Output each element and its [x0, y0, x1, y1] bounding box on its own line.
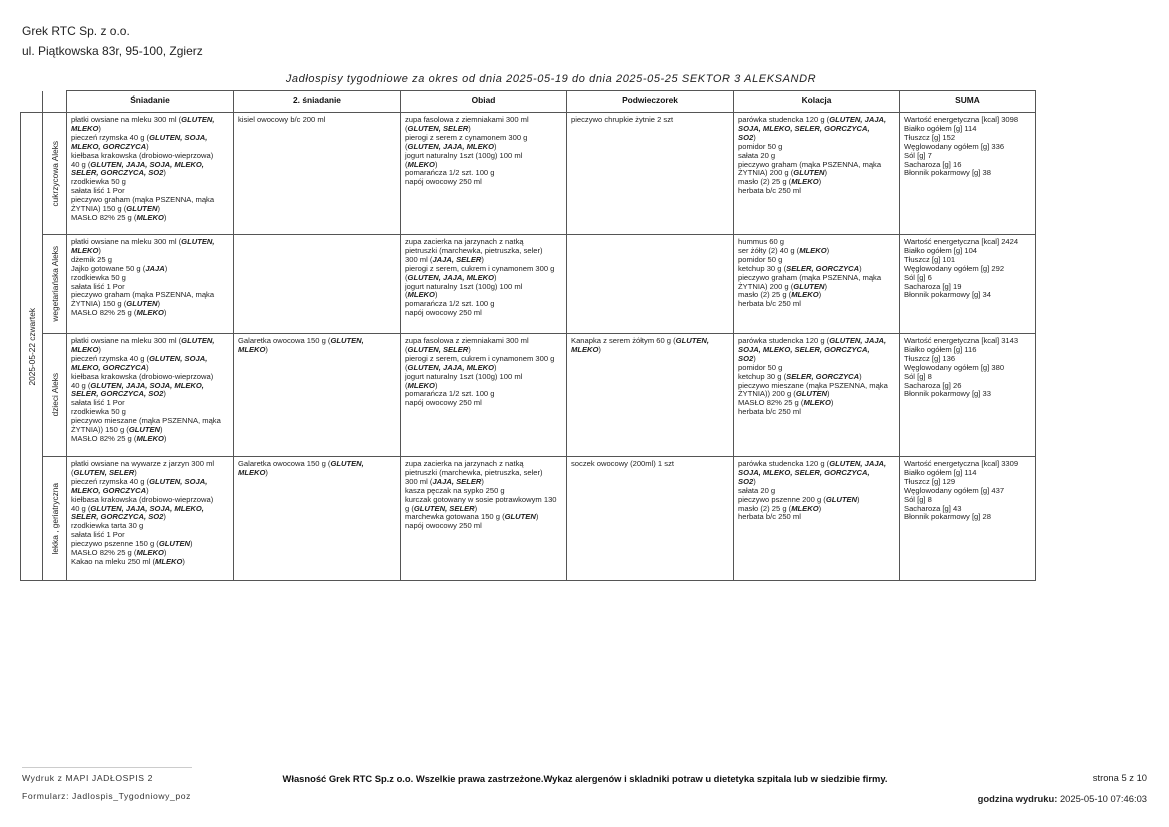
- menu-line: ŻYTNIA)) 150 g (GLUTEN): [71, 425, 163, 435]
- column-header-drugie-sniadanie: 2. śniadanie: [234, 91, 401, 113]
- menu-line: pomarańcza 1/2 szt. 100 g: [405, 168, 495, 178]
- meal-cell-podwieczorek: [567, 334, 734, 457]
- menu-line: Galaretka owocowa 150 g (GLUTEN,: [238, 459, 364, 468]
- menu-line: Wartość energetyczna [kcal] 3098: [904, 115, 1019, 124]
- menu-line: pomidor 50 g: [738, 362, 783, 372]
- menu-line: Galaretka owocowa 150 g (GLUTEN,: [238, 336, 364, 345]
- menu-line: MLEKO): [238, 344, 268, 354]
- company-name: Grek RTC Sp. z o.o.: [22, 24, 130, 38]
- menu-line: masło (2) 25 g (MLEKO): [738, 290, 822, 300]
- menu-line: pomidor 50 g: [738, 141, 783, 151]
- menu-line: Sacharoza [g] 16: [904, 159, 962, 169]
- menu-line: kiełbasa krakowska (drobiowo-wieprzowa): [71, 371, 214, 381]
- menu-line: kisiel owocowy b/c 200 ml: [238, 115, 326, 124]
- menu-line: Tłuszcz [g] 136: [904, 353, 956, 363]
- menu-line: (MLEKO): [405, 380, 438, 390]
- menu-line: MLEKO): [71, 123, 101, 133]
- menu-line: sałata liść 1 Por: [71, 398, 125, 408]
- footer-copyright: Własność Grek RTC Sp.z o.o. Wszelkie prawa zastrzeżone.Wykaz alergenów i skladniki potraw u dietetyka szpitala lub w siedzibie firmy.: [282, 773, 888, 784]
- meal-cell-obiad: [401, 235, 567, 334]
- table-row: [21, 113, 1036, 235]
- menu-line: pierogi z serem, cukrem i cynamonem 300 g: [405, 263, 555, 273]
- menu-line: Kakao na mleku 250 ml (MLEKO): [71, 556, 185, 566]
- menu-line: ŻYTNIA) 150 g (GLUTEN): [71, 204, 161, 214]
- menu-line: ŻYTNIA)) 200 g (GLUTEN): [738, 389, 830, 399]
- menu-line: Błonnik pokarmowy [g] 34: [904, 290, 991, 300]
- menu-line: pomarańcza 1/2 szt. 100 g: [405, 299, 495, 309]
- menu-line: MLEKO): [571, 344, 601, 354]
- menu-line: Jajko gotowane 50 g (JAJA): [71, 263, 168, 273]
- menu-line: masło (2) 25 g (MLEKO): [738, 503, 822, 513]
- print-timestamp: [978, 793, 1147, 804]
- menu-line: (MLEKO): [405, 290, 438, 300]
- menu-line: Białko ogółem [g] 116: [904, 344, 977, 354]
- menu-line: sałata liść 1 Por: [71, 281, 125, 291]
- menu-line: Sól [g] 8: [904, 494, 932, 504]
- menu-line: SOJA, MLEKO, SELER, GORCZYCA,: [738, 467, 870, 477]
- menu-line: Węglowodany ogółem [g] 292: [904, 263, 1005, 273]
- menu-line: herbata b/c 250 ml: [738, 512, 801, 522]
- menu-line: MASŁO 82% 25 g (MLEKO): [71, 212, 167, 222]
- menu-line: kurczak gotowany w sosie potrawkowym 130: [405, 494, 557, 504]
- meal-cell-podwieczorek: [567, 457, 734, 581]
- menu-line: napój owocowy 250 ml: [405, 177, 482, 187]
- menu-line: pieczywo mieszane (mąka PSZENNA, mąka: [71, 416, 221, 426]
- table-row: [21, 457, 1036, 581]
- meal-cell-kolacja: [734, 334, 900, 457]
- menu-line: SOJA, MLEKO, SELER, GORCZYCA,: [738, 344, 870, 354]
- meal-cell-sniadanie: [67, 113, 234, 235]
- print-timestamp-label: godzina wydruku:: [977, 793, 1058, 804]
- meal-cell-drugie-sniadanie: [234, 235, 401, 334]
- menu-line: pieczywo graham (mąka PSZENNA, mąka: [71, 195, 215, 205]
- menu-line: pieczywo graham (mąka PSZENNA, mąka: [71, 290, 215, 300]
- corner-cell: [21, 91, 43, 113]
- summary-cell: [900, 457, 1036, 581]
- meal-cell-drugie-sniadanie: [234, 457, 401, 581]
- date-label: 2025-05-22 czwartek: [26, 307, 37, 386]
- menu-line: Wartość energetyczna [kcal] 3143: [904, 336, 1019, 345]
- menu-line: Wartość energetyczna [kcal] 2424: [904, 237, 1019, 246]
- column-header-sniadanie: Śniadanie: [67, 91, 234, 113]
- meal-cell-drugie-sniadanie: [234, 334, 401, 457]
- menu-line: napój owocowy 250 ml: [405, 521, 482, 531]
- menu-line: Sacharoza [g] 26: [904, 380, 962, 390]
- menu-line: SELER, GORCZYCA, SO2): [71, 389, 166, 399]
- menu-line: zupa fasolowa z ziemniakami 300 ml: [405, 336, 529, 345]
- menu-line: marchewka gotowana 150 g (GLUTEN): [405, 512, 539, 522]
- menu-line: Kanapka z serem żółtym 60 g (GLUTEN,: [571, 336, 709, 345]
- menu-line: Węglowodany ogółem [g] 437: [904, 485, 1005, 495]
- menu-line: pieczywo graham (mąka PSZENNA, mąka: [738, 159, 882, 169]
- diet-cell: [43, 457, 67, 581]
- menu-line: sałata 20 g: [738, 485, 776, 495]
- menu-line: Sól [g] 8: [904, 371, 932, 381]
- menu-line: SOJA, MLEKO, SELER, GORCZYCA,: [738, 123, 870, 133]
- menu-line: pieczywo graham (mąka PSZENNA, mąka: [738, 272, 882, 282]
- menu-line: 40 g (GLUTEN, JAJA, SOJA, MLEKO,: [71, 503, 204, 513]
- meal-cell-sniadanie: [67, 457, 234, 581]
- menu-line: MLEKO): [238, 467, 268, 477]
- menu-line: Błonnik pokarmowy [g] 33: [904, 389, 991, 399]
- menu-line: jogurt naturalny 1szt (100g) 100 ml: [405, 150, 523, 160]
- menu-line: 40 g (GLUTEN, JAJA, SOJA, MLEKO,: [71, 380, 204, 390]
- menu-line: pieczeń rzymska 40 g (GLUTEN, SOJA,: [71, 132, 208, 142]
- menu-line: herbata b/c 250 ml: [738, 299, 801, 309]
- menu-line: płatki owsiane na mleku 300 ml (GLUTEN,: [71, 336, 215, 345]
- print-timestamp-value: 2025-05-10 07:46:03: [1059, 793, 1147, 804]
- menu-line: pietruszki (marchewka, pietruszka, seler): [405, 245, 543, 255]
- menu-line: soczek owocowy (200ml) 1 szt: [571, 459, 674, 468]
- menu-line: ketchup 30 g (SELER, GORCZYCA): [738, 263, 862, 273]
- menu-line: MASŁO 82% 25 g (MLEKO): [738, 398, 834, 408]
- menu-line: Sól [g] 6: [904, 272, 932, 282]
- menu-line: kiełbasa krakowska (drobiowo-wieprzowa): [71, 150, 214, 160]
- menu-line: pieczeń rzymska 40 g (GLUTEN, SOJA,: [71, 353, 208, 363]
- meal-cell-obiad: [401, 113, 567, 235]
- menu-line: MLEKO): [71, 344, 101, 354]
- table-row: [21, 334, 1036, 457]
- menu-line: parówka studencka 120 g (GLUTEN, JAJA,: [738, 459, 887, 468]
- menu-line: SO2): [738, 132, 756, 142]
- menu-line: parówka studencka 120 g (GLUTEN, JAJA,: [738, 115, 887, 124]
- meal-cell-obiad: [401, 457, 567, 581]
- menu-line: (MLEKO): [405, 159, 438, 169]
- meal-cell-sniadanie: [67, 334, 234, 457]
- menu-line: Sacharoza [g] 19: [904, 281, 962, 291]
- menu-line: (GLUTEN, SELER): [405, 123, 471, 133]
- menu-line: g (GLUTEN, SELER): [405, 503, 478, 513]
- menu-line: ŻYTNIA) 200 g (GLUTEN): [738, 281, 828, 291]
- menu-line: napój owocowy 250 ml: [405, 308, 482, 318]
- menu-line: 40 g (GLUTEN, JAJA, SOJA, MLEKO,: [71, 159, 204, 169]
- column-header-podwieczorek: Podwieczorek: [567, 91, 734, 113]
- menu-line: hummus 60 g: [738, 237, 785, 246]
- menu-line: Węglowodany ogółem [g] 336: [904, 141, 1005, 151]
- diet-cell: [43, 334, 67, 457]
- table-row: [21, 235, 1036, 334]
- meal-cell-sniadanie: [67, 235, 234, 334]
- menu-line: Białko ogółem [g] 104: [904, 245, 978, 255]
- corner-cell: [43, 91, 67, 113]
- menu-line: MLEKO, GORCZYCA): [71, 362, 149, 372]
- menu-line: (GLUTEN, JAJA, MLEKO): [405, 141, 497, 151]
- menu-line: MLEKO, GORCZYCA): [71, 485, 149, 495]
- menu-line: ser żółty (2) 40 g (MLEKO): [738, 245, 830, 255]
- menu-line: Sacharoza [g] 43: [904, 503, 962, 513]
- menu-line: pieczeń rzymska 40 g (GLUTEN, SOJA,: [71, 476, 208, 486]
- menu-line: pieczywo chrupkie żytnie 2 szt: [571, 115, 674, 124]
- company-address: ul. Piątkowska 83r, 95-100, Zgierz: [22, 44, 203, 58]
- menu-line: zupa zacierka na jarzynach z natką: [405, 237, 524, 246]
- menu-line: sałata 20 g: [738, 150, 776, 160]
- menu-line: jogurt naturalny 1szt (100g) 100 ml: [405, 371, 523, 381]
- menu-line: 300 ml (JAJA, SELER): [405, 254, 484, 264]
- menu-line: pomarańcza 1/2 szt. 100 g: [405, 389, 495, 399]
- menu-line: Tłuszcz [g] 152: [904, 132, 956, 142]
- menu-line: Błonnik pokarmowy [g] 28: [904, 512, 991, 522]
- menu-line: (GLUTEN, SELER): [405, 344, 471, 354]
- menu-line: kasza pęczak na sypko 250 g: [405, 485, 505, 495]
- menu-line: herbata b/c 250 ml: [738, 186, 801, 196]
- menu-line: pieczywo pszenne 200 g (GLUTEN): [738, 494, 860, 504]
- menu-line: (GLUTEN, JAJA, MLEKO): [405, 272, 497, 282]
- menu-line: Wartość energetyczna [kcal] 3309: [904, 459, 1019, 468]
- date-cell: [21, 113, 43, 581]
- menu-line: SO2): [738, 353, 756, 363]
- menu-line: Białko ogółem [g] 114: [904, 467, 977, 477]
- diet-label: cukrzycowa Aleks: [49, 140, 60, 207]
- menu-line: parówka studencka 120 g (GLUTEN, JAJA,: [738, 336, 887, 345]
- menu-line: Tłuszcz [g] 129: [904, 476, 956, 486]
- diet-label: wegetariańska Aleks: [49, 246, 60, 322]
- menu-line: rzodkiewka tarta 30 g: [71, 521, 144, 531]
- meal-cell-drugie-sniadanie: [234, 113, 401, 235]
- menu-line: kiełbasa krakowska (drobiowo-wieprzowa): [71, 494, 214, 504]
- menu-line: Błonnik pokarmowy [g] 38: [904, 168, 991, 178]
- meal-cell-obiad: [401, 334, 567, 457]
- menu-line: płatki owsiane na wywarze z jarzyn 300 ml: [71, 459, 215, 468]
- menu-line: napój owocowy 250 ml: [405, 398, 482, 408]
- menu-line: rzodkiewka 50 g: [71, 407, 126, 417]
- menu-line: pieczywo mieszane (mąka PSZENNA, mąka: [738, 380, 888, 390]
- footer-source: Wydruk z MAPI JADŁOSPIS 2: [22, 773, 153, 783]
- meal-cell-kolacja: [734, 457, 900, 581]
- menu-line: pierogi z serem z cynamonem 300 g: [405, 132, 528, 142]
- menu-line: pierogi z serem, cukrem i cynamonem 300 g: [405, 353, 555, 363]
- menu-line: sałata liść 1 Por: [71, 186, 125, 196]
- menu-line: dżemik 25 g: [71, 254, 112, 264]
- menu-line: MASŁO 82% 25 g (MLEKO): [71, 548, 167, 558]
- menu-line: (GLUTEN, SELER): [71, 467, 137, 477]
- menu-line: ketchup 30 g (SELER, GORCZYCA): [738, 371, 862, 381]
- menu-line: Sól [g] 7: [904, 150, 932, 160]
- header-row: [21, 91, 1036, 113]
- menu-line: zupa zacierka na jarzynach z natką: [405, 459, 524, 468]
- menu-line: MLEKO, GORCZYCA): [71, 141, 149, 151]
- column-header-kolacja: Kolacja: [734, 91, 900, 113]
- menu-line: MASŁO 82% 25 g (MLEKO): [71, 433, 167, 443]
- menu-line: sałata liść 1 Por: [71, 530, 125, 540]
- menu-line: pietruszki (marchewka, pietruszka, seler): [405, 467, 543, 477]
- menu-line: SELER, GORCZYCA, SO2): [71, 168, 166, 178]
- menu-line: płatki owsiane na mleku 300 ml (GLUTEN,: [71, 237, 215, 246]
- menu-line: Białko ogółem [g] 114: [904, 123, 977, 133]
- menu-line: rzodkiewka 50 g: [71, 272, 126, 282]
- menu-line: 300 ml (JAJA, SELER): [405, 476, 484, 486]
- meal-cell-kolacja: [734, 235, 900, 334]
- column-header-obiad: Obiad: [401, 91, 567, 113]
- column-header-suma: SUMA: [900, 91, 1036, 113]
- footer-divider: [22, 767, 192, 768]
- menu-line: pomidor 50 g: [738, 254, 783, 264]
- footer-form-name: Formularz: Jadlospis_Tygodniowy_poz: [22, 791, 192, 801]
- diet-cell: [43, 235, 67, 334]
- menu-line: płatki owsiane na mleku 300 ml (GLUTEN,: [71, 115, 215, 124]
- menu-line: ŻYTNIA) 150 g (GLUTEN): [71, 299, 161, 309]
- menu-line: SELER, GORCZYCA, SO2): [71, 512, 166, 522]
- page-number: strona 5 z 10: [1092, 772, 1147, 783]
- meal-cell-podwieczorek: [567, 113, 734, 235]
- summary-cell: [900, 113, 1036, 235]
- menu-line: jogurt naturalny 1szt (100g) 100 ml: [405, 281, 523, 291]
- menu-line: MLEKO): [71, 245, 101, 255]
- menu-line: MASŁO 82% 25 g (MLEKO): [71, 308, 167, 318]
- menu-line: zupa fasolowa z ziemniakami 300 ml: [405, 115, 529, 124]
- menu-line: SO2): [738, 476, 756, 486]
- meal-cell-kolacja: [734, 113, 900, 235]
- menu-line: ŻYTNIA) 200 g (GLUTEN): [738, 168, 828, 178]
- menu-table: [20, 90, 1036, 581]
- summary-cell: [900, 334, 1036, 457]
- diet-label: lekka , geriatryczna: [49, 482, 60, 555]
- document-title: Jadłospisy tygodniowe za okres od dnia 2025-05-19 do dnia 2025-05-25 SEKTOR 3 ALEKSANDR: [285, 73, 817, 85]
- menu-line: masło (2) 25 g (MLEKO): [738, 177, 822, 187]
- menu-line: (GLUTEN, JAJA, MLEKO): [405, 362, 497, 372]
- menu-line: pieczywo pszenne 150 g (GLUTEN): [71, 539, 193, 549]
- meal-cell-podwieczorek: [567, 235, 734, 334]
- menu-line: Tłuszcz [g] 101: [904, 254, 956, 264]
- menu-line: rzodkiewka 50 g: [71, 177, 126, 187]
- summary-cell: [900, 235, 1036, 334]
- diet-cell: [43, 113, 67, 235]
- menu-line: herbata b/c 250 ml: [738, 407, 801, 417]
- diet-label: dzieci Aleks: [49, 373, 60, 417]
- menu-line: Węglowodany ogółem [g] 380: [904, 362, 1005, 372]
